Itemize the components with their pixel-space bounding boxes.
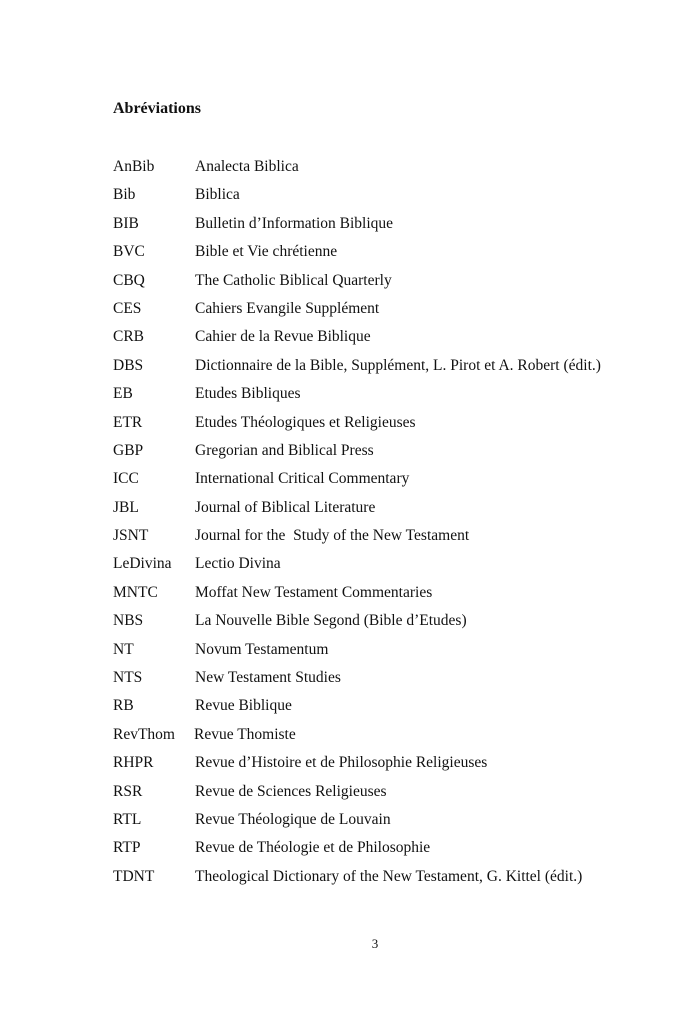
abbreviation-meaning: Revue d’Histoire et de Philosophie Religieuses: [195, 754, 488, 772]
abbreviation-meaning: Revue de Sciences Religieuses: [195, 782, 387, 800]
list-item: [113, 212, 673, 240]
abbreviation-meaning: Revue Théologique de Louvain: [195, 810, 391, 828]
abbreviation-meaning: Dictionnaire de la Bible, Supplément, L. Pirot et A. Robert (édit.): [195, 356, 601, 374]
abbreviation-meaning: Journal for the Study of the New Testament: [195, 527, 470, 545]
abbreviation-code: ICC: [113, 470, 139, 488]
list-item: [113, 297, 673, 325]
abbreviation-meaning: Revue Thomiste: [194, 725, 296, 743]
abbreviation-code: BIB: [113, 214, 139, 232]
abbreviation-meaning: Bible et Vie chrétienne: [195, 243, 338, 261]
list-item: [113, 552, 673, 580]
list-item: [113, 780, 673, 808]
abbreviation-meaning: Moffat New Testament Commentaries: [195, 583, 433, 601]
abbreviation-meaning: Etudes Bibliques: [195, 385, 301, 403]
abbreviation-meaning: Revue de Théologie et de Philosophie: [195, 839, 431, 857]
list-item: [113, 240, 673, 268]
list-item: [113, 439, 673, 467]
page-number: 3: [371, 936, 379, 951]
list-item: [113, 411, 673, 439]
abbreviation-meaning: Gregorian and Biblical Press: [195, 441, 374, 459]
abbreviation-code: RevThom: [113, 725, 175, 743]
abbreviation-code: AnBib: [113, 158, 155, 175]
list-item: [113, 269, 673, 297]
abbreviation-code: JSNT: [113, 527, 149, 545]
list-item: [113, 723, 673, 751]
abbreviation-meaning: La Nouvelle Bible Segond (Bible d’Etudes): [195, 612, 467, 630]
list-item: [113, 638, 673, 666]
list-item: [113, 808, 673, 836]
abbreviation-code: NTS: [113, 669, 143, 687]
abbreviation-meaning: Lectio Divina: [195, 555, 281, 573]
abbreviation-code: CBQ: [113, 271, 145, 289]
abbreviation-code: NBS: [113, 612, 144, 630]
abbreviation-code: EB: [113, 385, 133, 403]
page-title: Abréviations: [113, 100, 201, 117]
abbreviation-meaning: International Critical Commentary: [195, 470, 410, 488]
abbreviation-code: JBL: [113, 498, 139, 516]
list-item: [113, 751, 673, 779]
abbreviation-meaning: Cahier de la Revue Biblique: [195, 328, 371, 346]
list-item: [113, 836, 673, 864]
abbreviation-code: RHPR: [113, 754, 154, 772]
abbreviation-code: NT: [113, 640, 134, 658]
list-item: [113, 467, 673, 495]
abbreviation-code: RTP: [113, 839, 141, 857]
abbreviation-code: DBS: [113, 356, 144, 374]
list-item: [113, 865, 673, 893]
list-item: [113, 155, 673, 183]
abbreviation-code: LeDivina: [113, 555, 172, 573]
abbreviation-code: TDNT: [113, 867, 155, 885]
abbreviation-code: RSR: [113, 782, 143, 800]
abbreviation-meaning: Novum Testamentum: [195, 640, 329, 658]
list-item: [113, 524, 673, 552]
abbreviation-list: [113, 155, 673, 893]
abbreviation-code: BVC: [113, 243, 145, 261]
abbreviation-code: Bib: [113, 186, 136, 204]
abbreviation-meaning: The Catholic Biblical Quarterly: [195, 271, 392, 289]
abbreviation-code: ETR: [113, 413, 143, 431]
abbreviation-code: CRB: [113, 328, 145, 346]
abbreviation-meaning: Bulletin d’Information Biblique: [195, 214, 394, 232]
abbreviation-meaning: Analecta Biblica: [195, 158, 299, 175]
abbreviation-meaning: New Testament Studies: [195, 669, 341, 687]
list-item: [113, 666, 673, 694]
abbreviation-code: RB: [113, 697, 134, 715]
list-item: [113, 382, 673, 410]
list-item: [113, 325, 673, 353]
abbreviation-meaning: Etudes Théologiques et Religieuses: [195, 413, 416, 431]
abbreviation-meaning: Theological Dictionary of the New Testament, G. Kittel (édit.): [195, 867, 583, 885]
list-item: [113, 183, 673, 211]
list-item: [113, 354, 673, 382]
abbreviation-meaning: Journal of Biblical Literature: [195, 498, 376, 516]
abbreviation-meaning: Cahiers Evangile Supplément: [195, 299, 380, 317]
abbreviation-code: GBP: [113, 441, 144, 459]
list-item: [113, 609, 673, 637]
abbreviation-code: MNTC: [113, 583, 158, 601]
abbreviation-meaning: Biblica: [195, 186, 240, 204]
list-item: [113, 694, 673, 722]
abbreviation-code: RTL: [113, 810, 142, 828]
list-item: [113, 496, 673, 524]
abbreviation-meaning: Revue Biblique: [195, 697, 292, 715]
abbreviation-code: CES: [113, 299, 142, 317]
list-item: [113, 581, 673, 609]
